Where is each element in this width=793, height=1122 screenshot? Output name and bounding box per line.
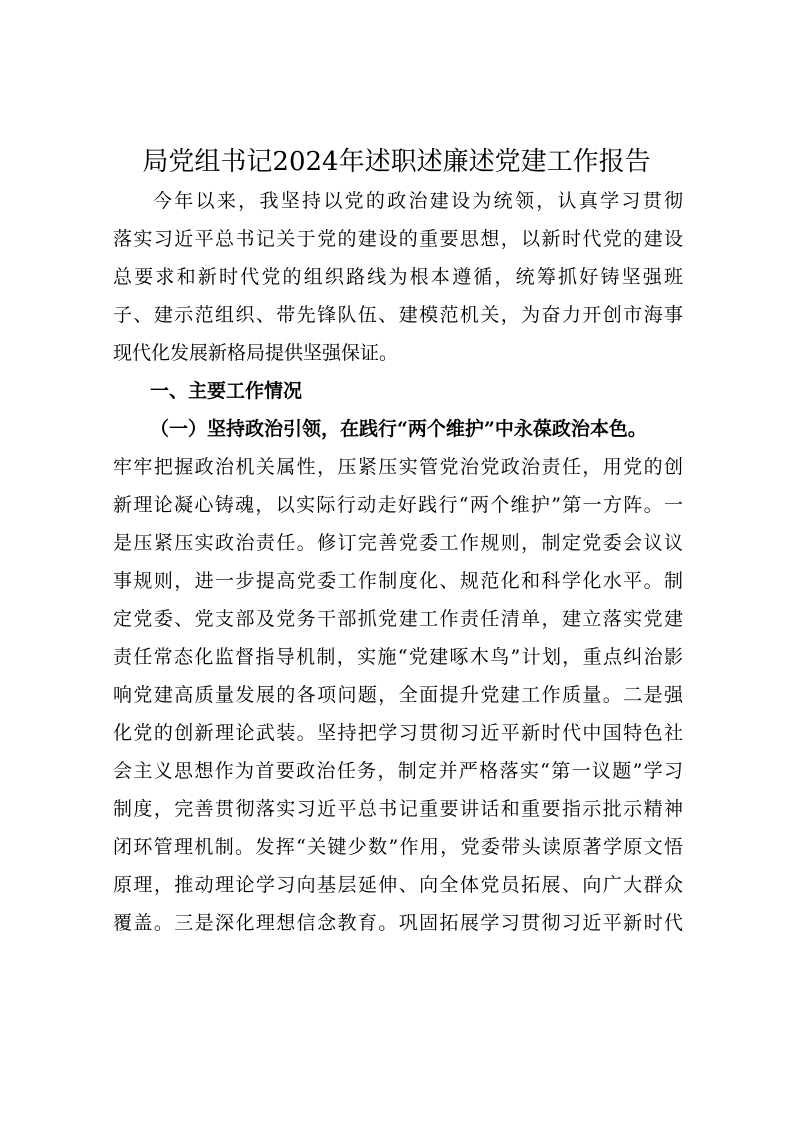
body-line: 原理，推动理论学习向基层延伸、向全体党员拓展、向广大群众: [113, 874, 683, 896]
body-line: 牢牢把握政治机关属性，压紧压实管党治党政治责任，用党的创: [113, 456, 683, 478]
body-line: 定党委、党支部及党务干部抓党建工作责任清单，建立落实党建: [113, 608, 683, 630]
body-line: 事规则，进一步提高党委工作制度化、规范化和科学化水平。制: [113, 570, 683, 592]
section-heading: 一、主要工作情况: [150, 380, 303, 402]
body-line: 责任常态化监督指导机制，实施“党建啄木鸟”计划，重点纠治影: [113, 646, 683, 668]
subsection-heading: [150, 410, 690, 448]
body-line: 新理论凝心铸魂，以实际行动走好践行“两个维护”第一方阵。一: [113, 494, 683, 516]
subsection-heading-text: （一）坚持政治引领，在践行“两个维护”中永葆政治本色。: [150, 418, 647, 440]
document-title: 局党组书记2024年述职述廉述党建工作报告: [142, 147, 651, 177]
body-line: 是压紧压实政治责任。修订完善党委工作规则，制定党委会议议: [113, 532, 683, 554]
body-line: 响党建高质量发展的各项问题，全面提升党建工作质量。二是强: [113, 684, 683, 706]
intro-line: 今年以来，我坚持以党的政治建设为统领，认真学习贯彻: [153, 190, 683, 212]
body-line: 制度，完善贯彻落实习近平总书记重要讲话和重要指示批示精神: [113, 798, 683, 820]
body-line: 覆盖。三是深化理想信念教育。巩固拓展学习贯彻习近平新时代: [113, 912, 683, 934]
body-line: 化党的创新理论武装。坚持把学习贯彻习近平新时代中国特色社: [113, 722, 683, 744]
intro-line: 总要求和新时代党的组织路线为根本遵循，统筹抓好铸坚强班: [113, 266, 683, 288]
intro-line: 子、建示范组织、带先锋队伍、建模范机关，为奋力开创市海事: [113, 304, 683, 326]
body-line: 闭环管理机制。发挥“关键少数”作用，党委带头读原著学原文悟: [113, 836, 683, 858]
intro-line: 落实习近平总书记关于党的建设的重要思想，以新时代党的建设: [113, 228, 683, 250]
body-line: 会主义思想作为首要政治任务，制定并严格落实“第一议题”学习: [113, 760, 683, 782]
intro-line: 现代化发展新格局提供坚强保证。: [113, 342, 399, 364]
